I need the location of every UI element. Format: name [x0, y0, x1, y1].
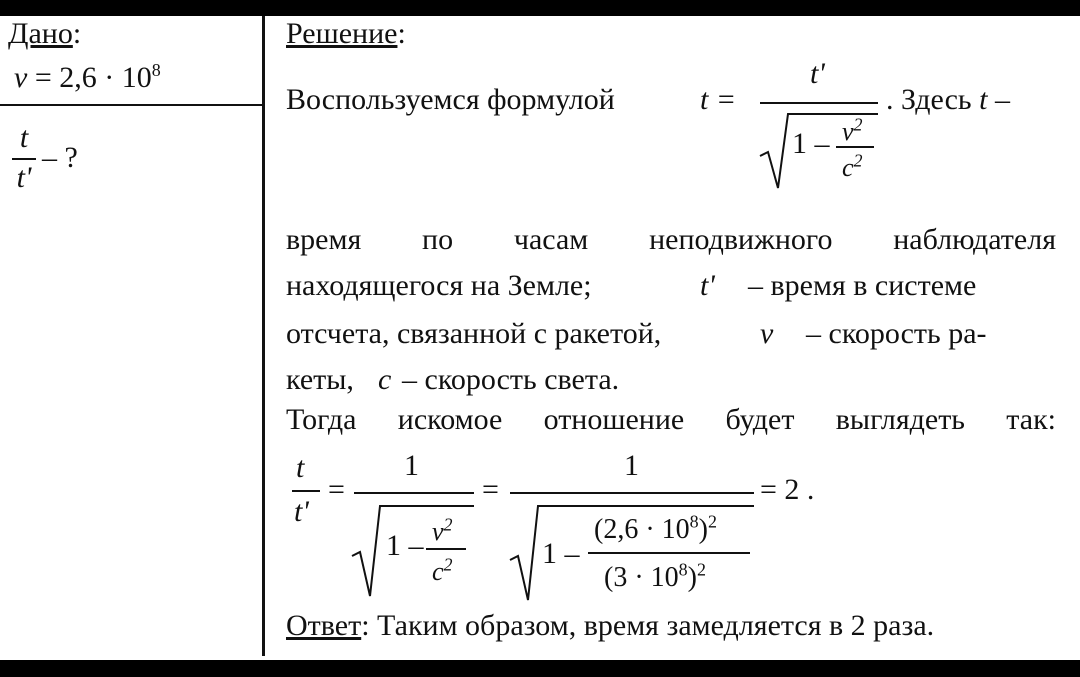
f2-big-num-exp2: 2: [707, 511, 717, 532]
f2-bar2: [510, 492, 754, 494]
f2-inner-bar1: [426, 548, 466, 550]
f2-lhs-num: t: [296, 451, 305, 484]
formula1-c-exp: 2: [853, 150, 863, 171]
given-v-exponent: 8: [151, 60, 161, 80]
f2-big-num: [594, 512, 717, 548]
para1-line4-rest: – скорость света.: [402, 363, 620, 396]
given-v-value: = 2,6 · 10: [34, 61, 152, 94]
f2-big-num-base: (2,6 · 10: [594, 514, 690, 545]
find-denominator: t': [16, 161, 32, 194]
f2-big-den-exp8: 8: [678, 559, 688, 580]
given-heading-line: [8, 16, 81, 52]
solution-colon: :: [397, 17, 406, 50]
para1-line2-rest: – время в системе: [748, 269, 977, 302]
answer-text: Таким образом, время замедляется в 2 раза.: [377, 609, 935, 642]
f2-result: = 2 .: [760, 473, 815, 506]
f2-eq2: =: [482, 473, 499, 506]
f2-one-minus2: 1 –: [542, 537, 580, 570]
answer-line: [286, 608, 934, 644]
para1-v: v: [760, 317, 774, 350]
para1-tprime: t': [700, 269, 715, 302]
f2-big-num-exp8: 8: [689, 511, 699, 532]
formula1-one-minus: 1 –: [792, 127, 830, 160]
formula1-c2: [842, 150, 863, 186]
formula1-v: v: [842, 117, 854, 146]
find-numerator: t: [19, 121, 29, 154]
f2-lhs-den: t': [294, 495, 309, 528]
formula1-c: c: [842, 153, 854, 182]
given-divider: [0, 104, 264, 106]
formula1-v-exp: 2: [853, 114, 863, 135]
answer-colon: :: [361, 609, 370, 642]
f2-big-den-close: ): [687, 562, 697, 593]
para1-line3-rest: – скорость ра-: [806, 317, 987, 350]
formula1-v2: [842, 114, 863, 150]
find-question: – ?: [42, 141, 78, 174]
solution-heading-line: [286, 16, 406, 52]
line1-post: [886, 82, 1010, 118]
given-v-symbol: v: [14, 61, 28, 94]
solution-sheet: [0, 16, 1080, 660]
f2-one-minus1: 1 –: [386, 529, 424, 562]
given-colon: :: [72, 17, 82, 50]
formula1-numerator: t': [810, 57, 825, 90]
para1-line2: находящегося на Земле;: [286, 269, 592, 302]
f2-eq1: =: [328, 473, 345, 506]
f2-v: v: [432, 517, 444, 546]
f2-c-exp: 2: [443, 554, 453, 575]
para1-line1: время по часам неподвижного наблюдателя: [286, 223, 1056, 256]
f2-big-den-exp2: 2: [696, 559, 706, 580]
answer-label: Ответ: [286, 609, 362, 642]
f2-c: c: [432, 557, 444, 586]
f2-big-den-base: (3 · 10: [604, 562, 679, 593]
solution-heading: Решение: [286, 17, 398, 50]
given-heading: Дано: [8, 17, 73, 50]
f2-num2: 1: [624, 449, 639, 482]
f2-c2: [432, 554, 453, 590]
f2-inner-bar2: [588, 552, 750, 554]
f2-lhs-bar: [292, 490, 320, 492]
formula1-lhs: t =: [700, 83, 737, 116]
f2-bar1: [354, 492, 474, 494]
para1-line3: отсчета, связанной с ракетой,: [286, 317, 662, 350]
line1-text: Воспользуемся формулой: [286, 83, 615, 116]
f2-num1: 1: [404, 449, 419, 482]
line1-t: t: [979, 83, 988, 116]
formula1-fraction-bar: [760, 102, 878, 104]
f2-big-num-close: ): [698, 514, 708, 545]
f2-big-den: [604, 560, 706, 596]
line1-dash: –: [994, 83, 1010, 116]
f2-v2: [432, 514, 453, 550]
f2-v-exp: 2: [443, 514, 453, 535]
line1-here: . Здесь: [886, 83, 972, 116]
para2: Тогда искомое отношение будет выглядеть так:: [286, 403, 1056, 436]
formula1-inner-bar: [836, 146, 874, 148]
column-divider: [262, 16, 265, 656]
para1-line4: кеты,: [286, 363, 354, 396]
given-velocity: [14, 60, 161, 96]
para1-c: c: [378, 363, 392, 396]
